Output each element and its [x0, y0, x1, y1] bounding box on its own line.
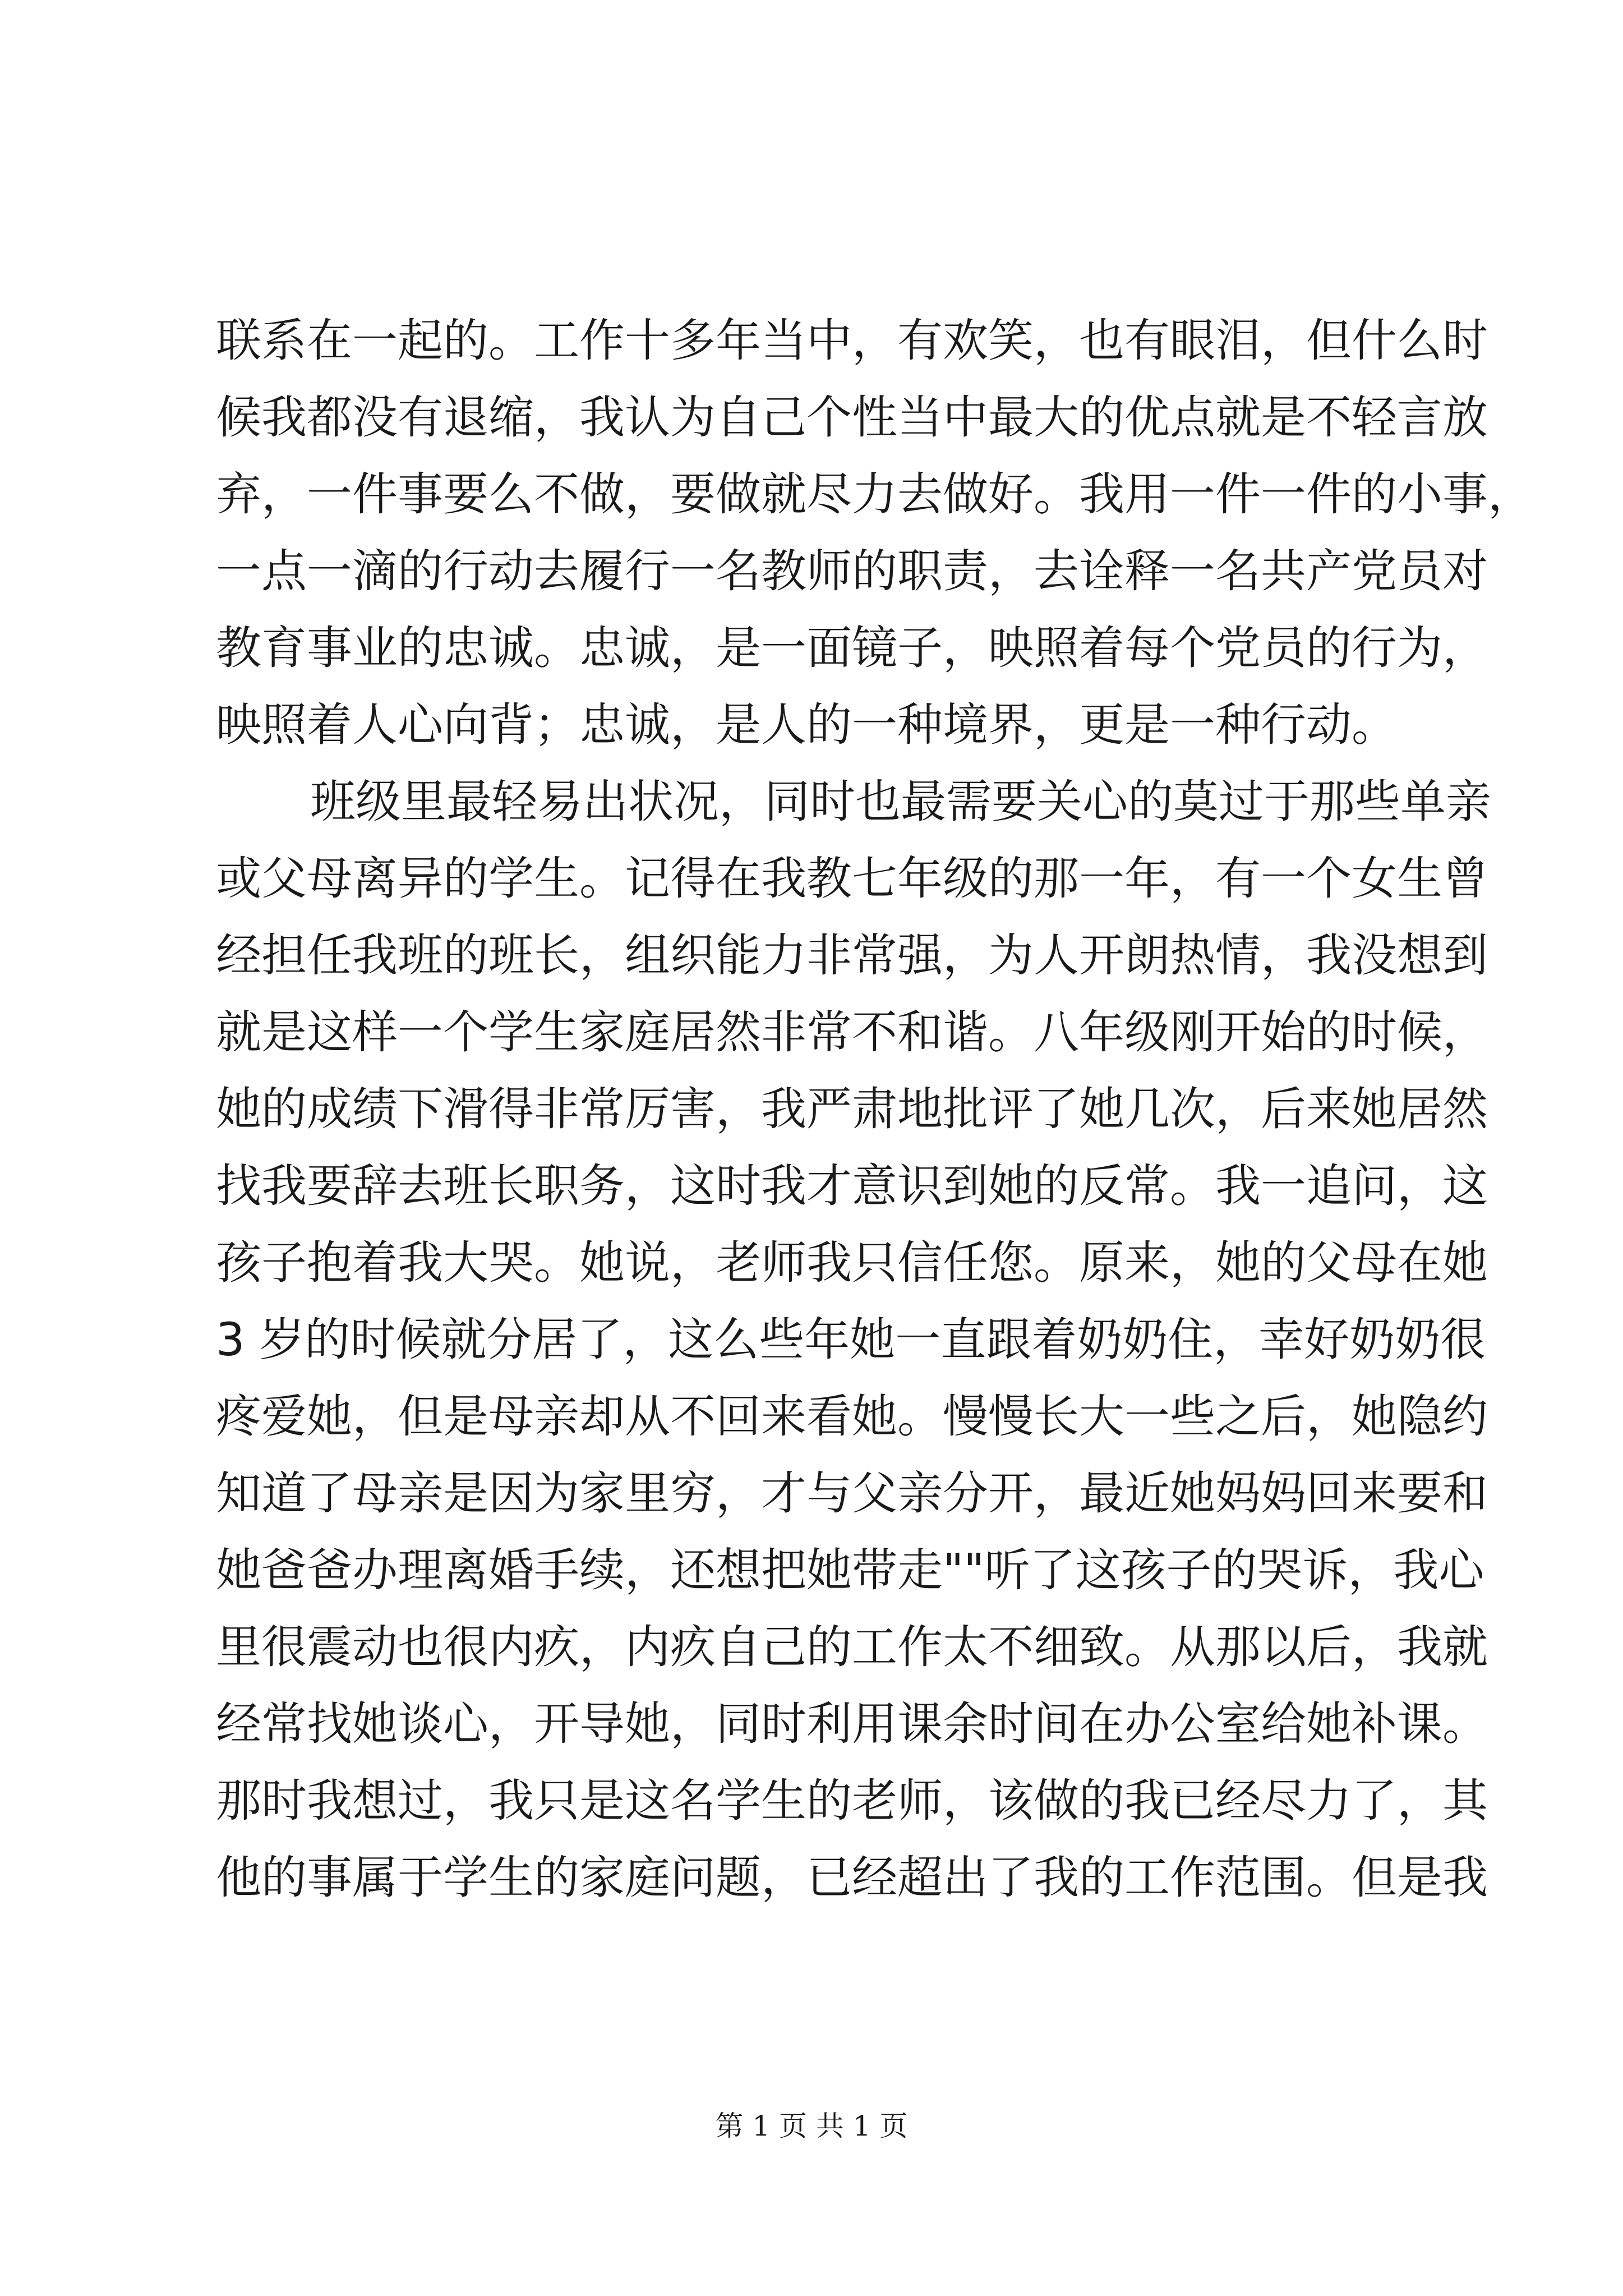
body-line: 候我都没有退缩，我认为自己个性当中最大的优点就是不轻言放 — [216, 392, 1488, 444]
body-line: 孩子抱着我大哭。她说，老师我只信任您。原来，她的父母在她 — [216, 1237, 1488, 1290]
body-line: 里很震动也很内疚，内疚自己的工作太不细致。从那以后，我就 — [216, 1621, 1488, 1674]
body-line: 联系在一起的。工作十多年当中，有欢笑，也有眼泪，但什么时 — [216, 315, 1488, 367]
page-footer — [0, 2106, 1623, 2146]
body-line: 就是这样一个学生家庭居然非常不和谐。八年级刚开始的时候， — [216, 1006, 1488, 1059]
body-line: 经常找她谈心，开导她，同时利用课余时间在办公室给她补课。 — [216, 1698, 1488, 1751]
body-line: 或父母离异的学生。记得在我教七年级的那一年，有一个女生曾 — [216, 853, 1488, 905]
body-line: 知道了母亲是因为家里穷，才与父亲分开，最近她妈妈回来要和 — [216, 1467, 1488, 1520]
body-line: 经担任我班的班长，组织能力非常强，为人开朗热情，我没想到 — [216, 930, 1488, 982]
document-body — [216, 303, 1534, 1917]
paragraph-first-line: 班级里最轻易出状况，同时也最需要关心的莫过于那些单亲 — [310, 776, 1492, 829]
body-line: 她的成绩下滑得非常厉害，我严肃地批评了她几次，后来她居然 — [216, 1083, 1488, 1136]
body-line: 弃，一件事要么不做，要做就尽力去做好。我用一件一件的小事， — [216, 468, 1534, 521]
body-line: 疼爱她，但是母亲却从不回来看她。慢慢长大一些之后，她隐约 — [216, 1391, 1488, 1443]
body-line: 他的事属于学生的家庭问题，已经超出了我的工作范围。但是我 — [216, 1852, 1488, 1904]
body-line: 她爸爸办理离婚手续，还想把她带走""听了这孩子的哭诉，我心 — [216, 1544, 1484, 1597]
body-line: 那时我想过，我只是这名学生的老师，该做的我已经尽力了，其 — [216, 1775, 1488, 1828]
body-line: 一点一滴的行动去履行一名教师的职责，去诠释一名共产党员对 — [216, 545, 1488, 598]
page-number-label: 第 1 页 共 1 页 — [715, 2110, 908, 2142]
body-line: 映照着人心向背；忠诚，是人的一种境界，更是一种行动。 — [216, 699, 1398, 752]
body-line: 找我要辞去班长职务，这时我才意识到她的反常。我一追问，这 — [216, 1160, 1488, 1213]
body-line: 教育事业的忠诚。忠诚，是一面镜子，映照着每个党员的行为， — [216, 622, 1488, 675]
body-line: 3 岁的时候就分居了，这么些年她一直跟着奶奶住，幸好奶奶很 — [216, 1314, 1486, 1366]
